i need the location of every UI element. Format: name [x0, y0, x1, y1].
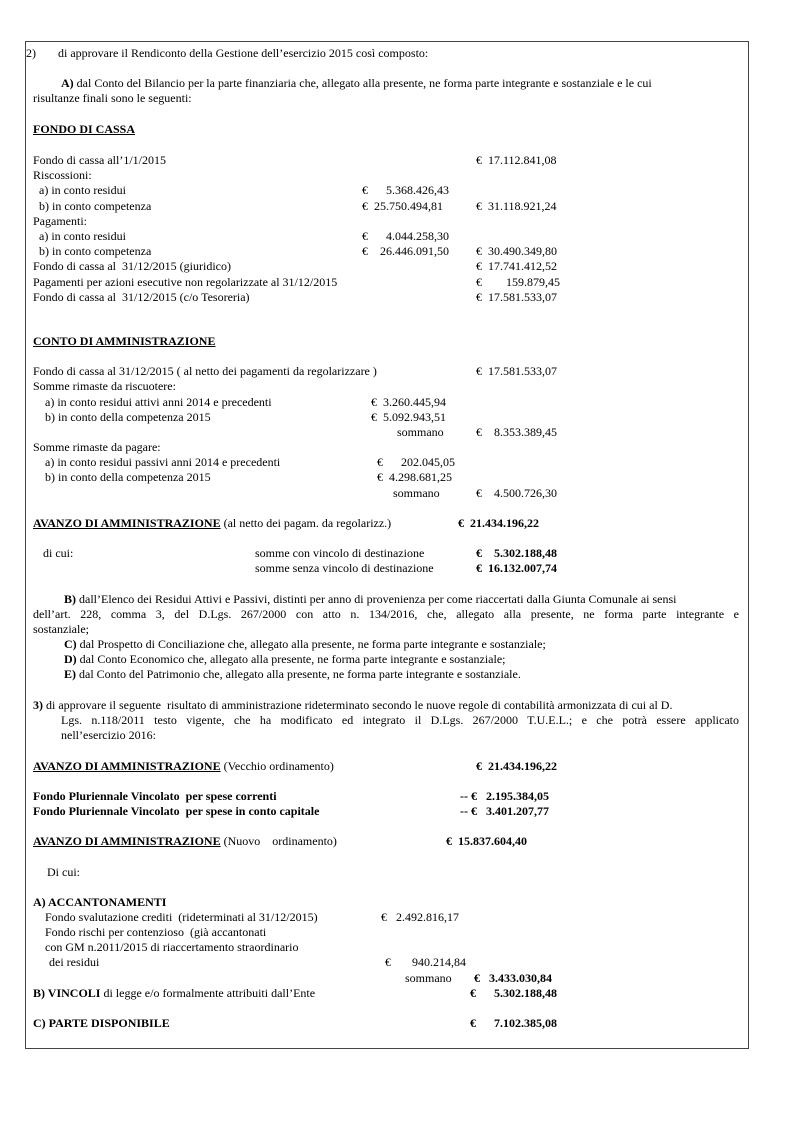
fondo-cassa-row-total: € 17.112.841,08 — [476, 153, 557, 167]
part-a-line1: dal Conto del Bilancio per la parte finanziaria che, allegato alla presente, ne forma parte integrante e sostanziale e le cui — [76, 76, 652, 90]
part-e-text: dal Conto del Patrimonio che, allegato alla presente, ne forma parte integrante e sostanziale. — [76, 667, 521, 681]
part-c-letter: C) — [64, 637, 77, 651]
vincoli-value: € 5.302.188,48 — [470, 986, 557, 1000]
point3-line2: Lgs. n.118/2011 testo vigente, che ha modificato ed integrato il D.Lgs. 267/2000 T.U.E.L.; e che potrà essere applicato — [61, 713, 739, 727]
pagare-b-value: € 4.298.681,25 — [377, 470, 452, 484]
fpv-correnti-value: -- € 2.195.384,05 — [460, 789, 549, 803]
avanzo-vecchio-heading: AVANZO DI AMMINISTRAZIONE — [33, 759, 221, 773]
fondo-cassa-row-label: Fondo di cassa all’1/1/2015 — [33, 153, 166, 167]
point3-number: 3) — [33, 698, 43, 712]
vincoli-text: di legge e/o formalmente attribuiti dall’Ente — [100, 986, 316, 1000]
fondo-cassa-row-total: € 17.581.533,07 — [476, 290, 557, 304]
part-b-line2: dell’art. 228, comma 3, del D.Lgs. 267/2000 con atto n. 134/2016, che, allegato alla presente, ne forma parte integrante e — [33, 607, 739, 621]
part-b-line1: dall’Elenco dei Residui Attivi e Passivi, distinti per anno di provenienza per come riaccertati dalla Giunta Comunale ai sensi — [79, 592, 677, 606]
fondo-cassa-row-partial: € 26.446.091,50 — [362, 244, 449, 258]
fsc-value: € 2.492.816,17 — [381, 910, 459, 924]
part-b-letter: B) — [64, 592, 76, 606]
part-e-line — [64, 667, 521, 681]
fondo-cassa-row-total: € 31.118.921,24 — [476, 199, 557, 213]
riscuotere-sum-label: sommano — [397, 425, 444, 439]
pagare-a-label: a) in conto residui passivi anni 2014 e precedenti — [39, 455, 281, 469]
fondo-cassa-row-label: Fondo di cassa al 31/12/2015 (c/o Tesoreria) — [33, 290, 250, 304]
fpv-capitale-value: -- € 3.401.207,77 — [460, 804, 549, 818]
di-cui-nuovo-label: Di cui: — [47, 865, 80, 879]
part-b-line3: sostanziale; — [33, 622, 89, 636]
part-b-paragraph — [64, 592, 677, 606]
part-c-text: dal Prospetto di Conciliazione che, allegato alla presente, ne forma parte integrante e sostanziale; — [76, 637, 546, 651]
part-a-line2: risultanze finali sono le seguenti: — [33, 91, 192, 105]
pagare-sum-label: sommano — [393, 486, 440, 500]
fondo-cassa-row-label: a) in conto residui — [33, 229, 126, 243]
avanzo-nuovo-value: € 15.837.604,40 — [446, 834, 527, 848]
fondo-cassa-row-label: Pagamenti per azioni esecutive non regolarizzate al 31/12/2015 — [33, 275, 338, 289]
fpv-capitale-label: Fondo Pluriennale Vincolato per spese in conto capitale — [33, 804, 320, 818]
fpv-correnti-label: Fondo Pluriennale Vincolato per spese correnti — [33, 789, 277, 803]
pagare-b-label: b) in conto della competenza 2015 — [39, 470, 211, 484]
part-d-line — [64, 652, 506, 666]
part-e-letter: E) — [64, 667, 76, 681]
avanzo-vecchio-value: € 21.434.196,22 — [476, 759, 557, 773]
part-d-letter: D) — [64, 652, 77, 666]
avanzo-value: € 21.434.196,22 — [458, 516, 539, 530]
accantonamenti-sum-value: € 3.433.030,84 — [474, 971, 552, 985]
fondo-netto-label: Fondo di cassa al 31/12/2015 ( al netto dei pagamenti da regolarizzare ) — [33, 364, 377, 378]
conto-amministrazione-heading: CONTO DI AMMINISTRAZIONE — [33, 334, 216, 348]
fondo-cassa-row-label: a) in conto residui — [33, 183, 126, 197]
fondo-rischi-line2: con GM n.2011/2015 di riaccertamento straordinario — [45, 940, 299, 954]
vincolo-value: € 5.302.188,48 — [476, 546, 557, 560]
di-cui-label: di cui: — [43, 546, 74, 560]
riscuotere-label: Somme rimaste da riscuotere: — [33, 379, 176, 393]
parte-disponibile-value: € 7.102.385,08 — [470, 1016, 557, 1030]
fondo-rischi-value: € 940.214,84 — [385, 955, 466, 969]
point3-paragraph — [33, 698, 672, 712]
senza-vincolo-label: somme senza vincolo di destinazione — [255, 561, 434, 575]
avanzo-heading: AVANZO DI AMMINISTRAZIONE — [33, 516, 221, 530]
riscuotere-sum-value: € 8.353.389,45 — [476, 425, 557, 439]
senza-vincolo-value: € 16.132.007,74 — [476, 561, 557, 575]
avanzo-note: (al netto dei pagam. da regolarizz.) — [220, 516, 392, 530]
avanzo-line — [33, 516, 391, 530]
riscuotere-a-label: a) in conto residui attivi anni 2014 e precedenti — [39, 395, 272, 409]
avanzo-vecchio-line — [33, 759, 334, 773]
pagare-sum-value: € 4.500.726,30 — [476, 486, 557, 500]
avanzo-nuovo-line — [33, 834, 337, 848]
fondo-cassa-heading: FONDO DI CASSA — [33, 122, 136, 136]
accantonamenti-sum-label: sommano — [405, 971, 452, 985]
part-a-paragraph — [61, 76, 652, 90]
fondo-cassa-row-partial: € 25.750.494,81 — [362, 199, 443, 213]
riscuotere-b-value: € 5.092.943,51 — [371, 410, 446, 424]
fondo-cassa-row-partial: € 4.044.258,30 — [362, 229, 449, 243]
fondo-cassa-row-label: Riscossioni: — [33, 168, 92, 182]
fondo-cassa-row-label: b) in conto competenza — [33, 244, 152, 258]
avanzo-nuovo-note: (Nuovo ordinamento) — [220, 834, 337, 848]
vincoli-line — [33, 986, 315, 1000]
accantonamenti-heading: A) ACCANTONAMENTI — [33, 895, 167, 909]
avanzo-vecchio-note: (Vecchio ordinamento) — [220, 759, 334, 773]
fondo-cassa-row-total: € 17.741.412,52 — [476, 259, 557, 273]
fondo-cassa-row-label: Fondo di cassa al 31/12/2015 (giuridico) — [33, 259, 231, 273]
fondo-cassa-row-total: € 30.490.349,80 — [476, 244, 557, 258]
parte-disponibile-label: C) PARTE DISPONIBILE — [33, 1016, 170, 1030]
part-d-text: dal Conto Economico che, allegato alla presente, ne forma parte integrante e sostanziale; — [76, 652, 506, 666]
pagare-a-value: € 202.045,05 — [377, 455, 455, 469]
fondo-cassa-row-partial: € 5.368.426,43 — [362, 183, 449, 197]
vincolo-label: somme con vincolo di destinazione — [255, 546, 425, 560]
part-c-line — [64, 637, 546, 651]
fondo-rischi-line3: dei residui — [49, 955, 100, 969]
point3-line3: nell’esercizio 2016: — [61, 728, 156, 742]
riscuotere-a-value: € 3.260.445,94 — [371, 395, 446, 409]
fondo-netto-value: € 17.581.533,07 — [476, 364, 557, 378]
part-a-letter: A) — [61, 76, 74, 90]
fondo-cassa-row-label: Pagamenti: — [33, 214, 87, 228]
fsc-label: Fondo svalutazione crediti (rideterminati al 31/12/2015) — [45, 910, 318, 924]
riscuotere-b-label: b) in conto della competenza 2015 — [39, 410, 211, 424]
fondo-cassa-row-total: € 159.879,45 — [476, 275, 560, 289]
intro-text: di approvare il Rendiconto della Gestione dell’esercizio 2015 così composto: — [58, 46, 429, 60]
fondo-cassa-row-label: b) in conto competenza — [33, 199, 152, 213]
item-number: 2) — [26, 46, 36, 60]
avanzo-nuovo-heading: AVANZO DI AMMINISTRAZIONE — [33, 834, 221, 848]
pagare-label: Somme rimaste da pagare: — [33, 440, 161, 454]
point3-line1: di approvare il seguente risultato di amministrazione rideterminato secondo le nuove regole di contabilità armonizzata di cui al D. — [43, 698, 673, 712]
fondo-rischi-line1: Fondo rischi per contenzioso (già accantonati — [45, 925, 267, 939]
vincoli-head: B) VINCOLI — [33, 986, 101, 1000]
